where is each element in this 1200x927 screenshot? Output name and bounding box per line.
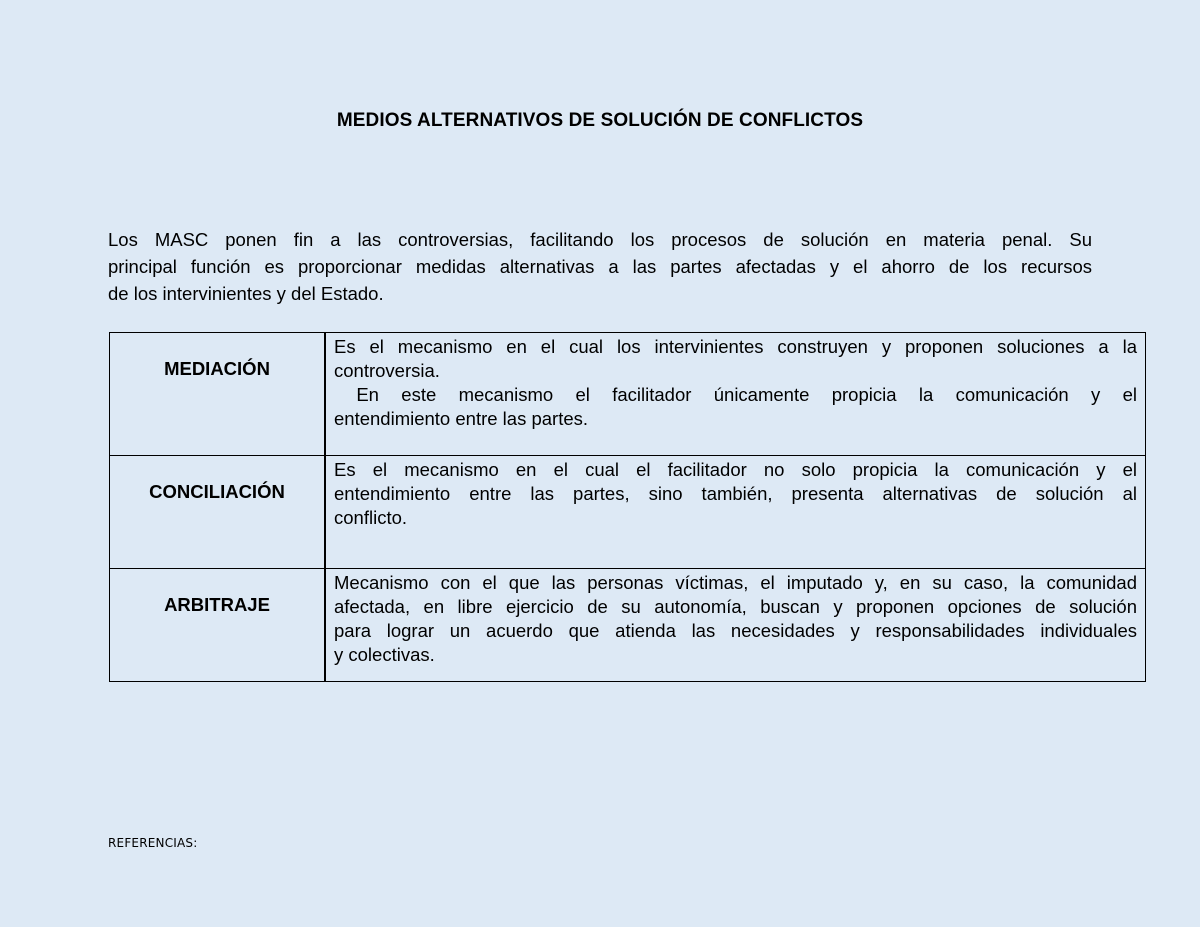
definition-line: entendimiento entre las partes. <box>334 408 589 429</box>
intro-paragraph <box>108 226 1092 307</box>
references-label: REFERENCIAS: <box>108 836 198 850</box>
document-title: MEDIOS ALTERNATIVOS DE SOLUCIÓN DE CONFLICTOS <box>336 110 864 131</box>
definition-line: controversia. <box>334 360 440 381</box>
term-cell <box>110 569 326 682</box>
term-conciliacion: CONCILIACIÓN <box>149 481 285 502</box>
masc-table <box>109 332 1146 682</box>
intro-line: principal función es proporcionar medidas alternativas a las partes afectadas y el ahorro de los recursos <box>108 256 1092 277</box>
table-row <box>110 456 1146 569</box>
intro-line: de los intervinientes y del Estado. <box>108 283 384 304</box>
term-arbitraje: ARBITRAJE <box>164 594 270 615</box>
definition-line: conflicto. <box>334 507 408 528</box>
definition-line: afectada, en libre ejercicio de su autonomía, buscan y proponen opciones de solución <box>334 596 1137 617</box>
definition-line: Mecanismo con el que las personas víctimas, el imputado y, en su caso, la comunidad <box>334 572 1137 593</box>
definition-line: entendimiento entre las partes, sino también, presenta alternativas de solución al <box>334 483 1137 504</box>
definition-cell <box>325 569 1146 682</box>
table-row <box>110 569 1146 682</box>
term-cell <box>110 333 326 456</box>
definition-line: En este mecanismo el facilitador únicamente propicia la comunicación y el <box>334 384 1137 405</box>
definition-cell <box>325 333 1146 456</box>
term-mediacion: MEDIACIÓN <box>164 358 270 379</box>
term-cell <box>110 456 326 569</box>
definition-line: Es el mecanismo en el cual los intervinientes construyen y proponen soluciones a la <box>334 336 1137 357</box>
definition-line: y colectivas. <box>334 644 435 665</box>
definition-line: para lograr un acuerdo que atienda las necesidades y responsabilidades individuales <box>334 620 1137 641</box>
definition-cell <box>325 456 1146 569</box>
table-row <box>110 333 1146 456</box>
definition-line: Es el mecanismo en el cual el facilitador no solo propicia la comunicación y el <box>334 459 1137 480</box>
intro-line: Los MASC ponen fin a las controversias, facilitando los procesos de solución en materia penal. Su <box>108 229 1092 250</box>
